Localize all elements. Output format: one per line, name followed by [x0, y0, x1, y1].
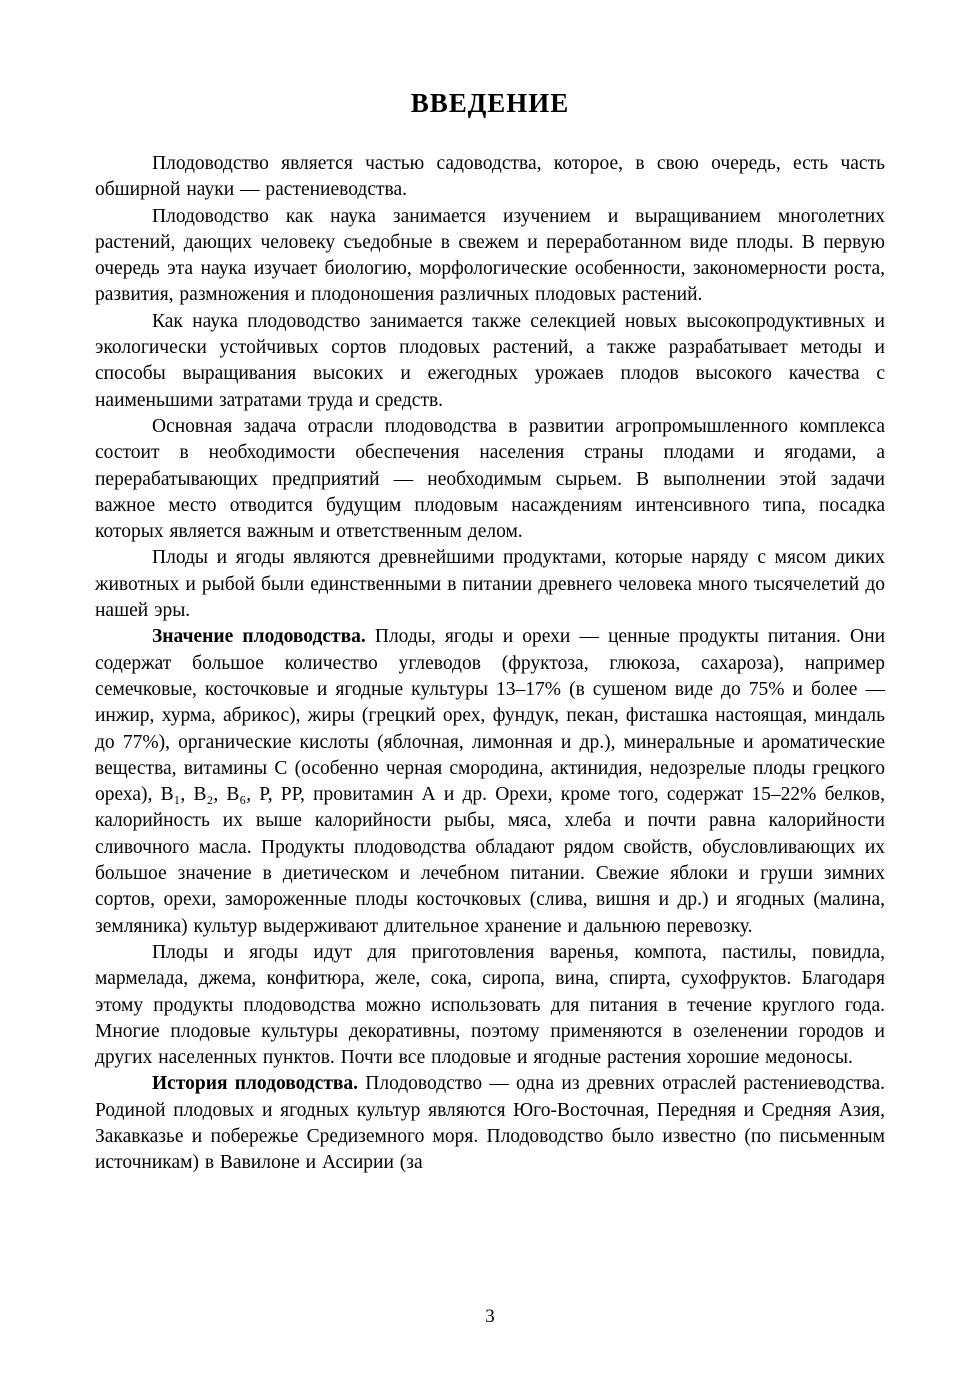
paragraph-text: Плодоводство как наука занимается изучением и выращиванием многолетних растений, дающих человеку съедобные в свежем и переработанном виде плоды. В первую очередь эта наука изучает биологию, морфологические особенности, закономерности роста, развития, размножения и плодоношения различных плодовых растений. [95, 205, 885, 306]
paragraph [95, 204, 885, 309]
paragraph-text: Основная задача отрасли плодоводства в развитии агропромышленного комплекса состоит в необходимости обеспечения населения страны плодами и ягодами, а перерабатывающих предприятий — необходимым сырьем. В выполнении этой задачи важное место отводится будущим плодовым насаждениям интенсивного типа, посадка которых является важным и ответственным делом. [95, 415, 885, 543]
page-number: 3 [485, 1306, 495, 1327]
paragraph-text: Плодоводство — одна из древних отраслей растениеводства. Родиной плодовых и ягодных культур являются Юго-Восточная, Передняя и Средняя Азия, Закавказье и побережье Средиземного моря. Плодоводство было известно (по письменным источникам) в Вавилоне и Ассирии (за [95, 1073, 886, 1174]
page-content [95, 88, 885, 1177]
paragraph-lead-istoriya: История плодоводства. [152, 1073, 359, 1095]
paragraph [95, 414, 885, 545]
paragraph-text: Плоды и ягоды идут для приготовления варенья, компота, пастилы, повидла, мармелада, джема, конфитюра, желе, сока, сиропа, вина, спирта, сухофруктов. Благодаря этому продукты плодоводства можно использовать для питания в течение круглого года. Многие плодовые культуры декоративны, поэтому применяются в озеленении городов и других населенных пунктов. Почти все плодовые и ягодные растения хорошие медоносы. [95, 941, 885, 1069]
paragraph [95, 1071, 885, 1176]
paragraph [95, 309, 885, 414]
paragraph [95, 545, 885, 624]
paragraph-lead-znachenie: Значение плодоводства. [152, 626, 366, 648]
paragraph-text: Плодоводство является частью садоводства, которое, в свою очередь, есть часть обширной науки — растениеводства. [95, 153, 885, 201]
page-title: ВВЕДЕНИЕ [410, 88, 570, 118]
paragraph [95, 624, 885, 940]
paragraph [95, 151, 885, 204]
paragraph [95, 940, 885, 1071]
paragraph-text: Плоды, ягоды и орехи — ценные продукты питания. Они содержат большое количество углеводов (фруктоза, глюкоза, сахароза), например семечковые, косточковые и ягодные культуры 13–17% (в сушеном виде до 75% и более — инжир, хурма, абрикос), жиры (грецкий орех, фундук, пекан, фисташка настоящая, миндаль до 77%), органические кислоты (яблочная, лимонная и др.), минеральные и ароматические вещества, витамины С (особенно черная смородина, актинидия, недозрелые плоды грецкого ореха), В₁, В₂, В₆, Р, РР, провитамин А и др. Орехи, кроме того, содержат 15–22% белков, калорийность их выше калорийности рыбы, мяса, хлеба и почти равна калорийности сливочного масла. Продукты плодоводства обладают рядом свойств, обусловливающих их большое значение в диетическом и лечебном питании. Свежие яблоки и груши зимних сортов, орехи, замороженные плоды косточковых (слива, вишня и др.) и ягодных (малина, земляника) культур выдерживают длительное хранение и дальнюю перевозку. [95, 626, 886, 937]
paragraph-text: Как наука плодоводство занимается также селекцией новых высокопродуктивных и экологически устойчивых сортов плодовых растений, а также разрабатывает методы и способы выращивания высоких и ежегодных урожаев плодов высокого качества с наименьшими затратами труда и средств. [95, 310, 885, 411]
paragraph-text: Плоды и ягоды являются древнейшими продуктами, которые наряду с мясом диких животных и рыбой были единственными в питании древнего человека много тысячелетий до нашей эры. [95, 547, 885, 622]
